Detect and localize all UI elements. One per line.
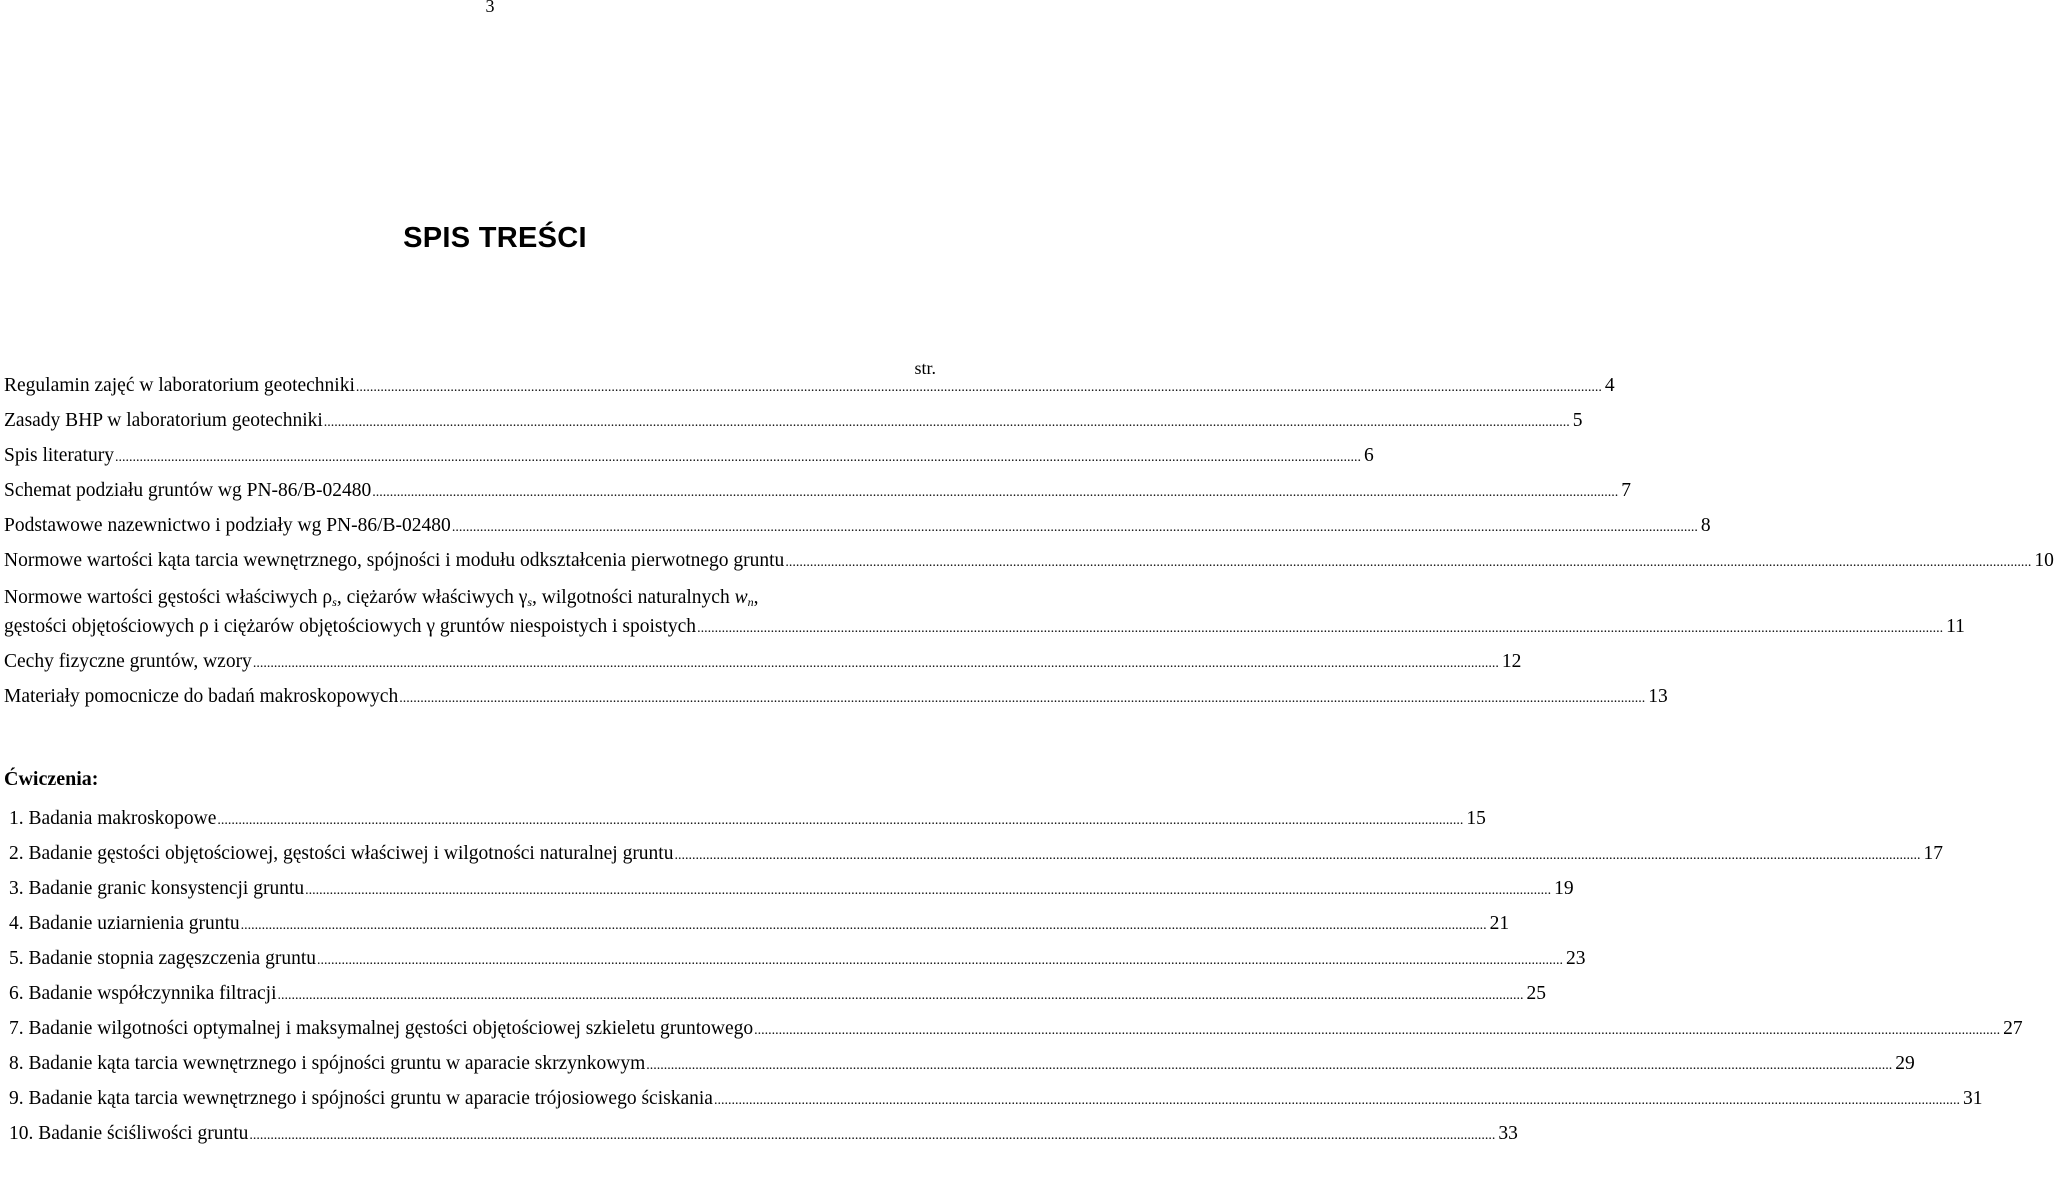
toc-entry-text: 7. Badanie wilgotności optymalnej i maksymalnej gęstości objętościowej szkieletu gruntowego xyxy=(9,1018,754,1039)
toc-entry[interactable] xyxy=(4,375,1615,397)
subscript: n xyxy=(747,595,754,609)
toc-entry-page: 11 xyxy=(1946,616,1965,637)
toc-entry-page: 10 xyxy=(2034,550,2054,571)
toc-entry[interactable] xyxy=(4,480,1631,502)
toc-entry-page: 15 xyxy=(1466,808,1486,829)
toc-entry[interactable] xyxy=(9,878,1574,900)
toc-entry[interactable] xyxy=(9,913,1510,935)
page-title: SPIS TREŚCI xyxy=(403,222,587,254)
toc-entry-page: 6 xyxy=(1363,445,1374,466)
toc-entry[interactable] xyxy=(4,410,1583,432)
toc-entry-text: 2. Badanie gęstości objętościowej, gęstości właściwej i wilgotności naturalnej gruntu xyxy=(9,843,674,864)
toc-leader-dots xyxy=(372,485,1618,501)
toc-entry-text: 10. Badanie ściśliwości gruntu xyxy=(9,1123,249,1144)
toc-entry-text: Materiały pomocnicze do badań makroskopowych xyxy=(4,686,399,707)
toc-entry-text: Cechy fizyczne gruntów, wzory xyxy=(4,651,252,672)
toc-entry[interactable] xyxy=(9,1018,2023,1040)
toc-entry-text-italic: w xyxy=(734,587,748,608)
toc-entry[interactable] xyxy=(9,1088,1983,1110)
toc-leader-dots xyxy=(399,691,1645,707)
toc-leader-dots xyxy=(452,520,1698,536)
toc-entry-page: 5 xyxy=(1572,410,1583,431)
toc-entry[interactable] xyxy=(4,616,1965,638)
toc-entry-text: 4. Badanie uziarnienia gruntu xyxy=(9,913,240,934)
toc-entry[interactable] xyxy=(9,1053,1915,1075)
toc-entry-page: 31 xyxy=(1962,1088,1983,1109)
toc-leader-dots xyxy=(324,415,1570,431)
page-column-label: str. xyxy=(914,358,936,378)
toc-entry[interactable] xyxy=(9,983,1546,1005)
toc-entry-text-part: , wilgotności naturalnych xyxy=(532,587,735,608)
toc-entry-text: Podstawowe nazewnictwo i podziały wg PN-86/B-02480 xyxy=(4,515,451,536)
page-number: 3 xyxy=(485,0,495,16)
toc-leader-dots xyxy=(217,813,1463,829)
toc-entry-text: 8. Badanie kąta tarcia wewnętrznego i spójności gruntu w aparacie skrzynkowym xyxy=(9,1053,646,1074)
toc-entry-page: 4 xyxy=(1604,375,1615,396)
toc-entry[interactable] xyxy=(4,515,1711,537)
toc-entry-page: 25 xyxy=(1526,983,1546,1004)
exercises-heading: Ćwiczenia: xyxy=(4,768,99,790)
toc-entry-text: Regulamin zajęć w laboratorium geotechniki xyxy=(4,375,355,396)
toc-entry-text-part: , ciężarów właściwych γ xyxy=(336,587,528,608)
toc-entry-text-part: Normowe wartości gęstości właściwych ρ xyxy=(4,587,333,608)
toc-entry-text: 3. Badanie granic konsystencji gruntu xyxy=(9,878,305,899)
toc-entry-page: 12 xyxy=(1501,651,1522,672)
toc-leader-dots xyxy=(253,656,1499,672)
toc-leader-dots xyxy=(305,883,1551,899)
toc-leader-dots xyxy=(278,988,1524,1004)
toc-leader-dots xyxy=(646,1058,1892,1074)
toc-leader-dots xyxy=(697,621,1943,637)
toc-leader-dots xyxy=(674,848,1920,864)
toc-leader-dots xyxy=(714,1093,1960,1109)
toc-leader-dots xyxy=(785,555,2031,571)
subscript: s xyxy=(527,595,533,609)
toc-entry-text-part: , xyxy=(753,587,759,608)
toc-entry-text: Zasady BHP w laboratorium geotechniki xyxy=(4,410,323,431)
toc-entry-page: 7 xyxy=(1621,480,1631,501)
toc-entry-text: Normowe wartości kąta tarcia wewnętrznego, spójności i modułu odkształcenia pierwotnego gruntu xyxy=(4,550,785,571)
toc-leader-dots xyxy=(115,450,1361,466)
toc-entry-page: 8 xyxy=(1700,515,1711,536)
toc-entry[interactable] xyxy=(9,948,1586,970)
subscript: s xyxy=(332,595,337,609)
toc-entry-line1 xyxy=(4,587,957,610)
toc-entry-text: gęstości objętościowych ρ i ciężarów objętościowych γ gruntów niespoistych i spoistych xyxy=(4,616,697,637)
toc-entry-page: 19 xyxy=(1554,878,1574,899)
toc-leader-dots xyxy=(241,918,1487,934)
toc-entry-text: 1. Badania makroskopowe xyxy=(9,808,217,829)
toc-entry-page: 27 xyxy=(2003,1018,2023,1039)
toc-entry-page: 17 xyxy=(1923,843,1943,864)
toc-entry-text: 6. Badanie współczynnika filtracji xyxy=(9,983,277,1004)
toc-entry-page: 29 xyxy=(1895,1053,1915,1074)
toc-entry-page: 23 xyxy=(1566,948,1586,969)
toc-entry[interactable] xyxy=(9,808,1486,830)
toc-leader-dots xyxy=(317,953,1563,969)
toc-entry-text: Schemat podziału gruntów wg PN-86/B-02480 xyxy=(4,480,372,501)
toc-entry-page: 21 xyxy=(1489,913,1510,934)
toc-entry[interactable] xyxy=(9,843,1943,865)
toc-entry[interactable] xyxy=(4,445,1374,467)
toc-entry[interactable] xyxy=(4,686,1668,708)
toc-leader-dots xyxy=(754,1023,2000,1039)
toc-entry[interactable] xyxy=(4,651,1522,673)
toc-entry-text: Spis literatury xyxy=(4,445,114,466)
toc-leader-dots xyxy=(249,1128,1495,1144)
toc-leader-dots xyxy=(356,380,1602,396)
toc-entry-text: 9. Badanie kąta tarcia wewnętrznego i spójności gruntu w aparacie trójosiowego ściskania xyxy=(9,1088,713,1109)
toc-entry[interactable] xyxy=(4,550,2054,572)
toc-entry-page: 13 xyxy=(1648,686,1668,707)
toc-entry-page: 33 xyxy=(1498,1123,1518,1144)
toc-entry-text: 5. Badanie stopnia zagęszczenia gruntu xyxy=(9,948,317,969)
toc-entry[interactable] xyxy=(9,1123,1518,1145)
